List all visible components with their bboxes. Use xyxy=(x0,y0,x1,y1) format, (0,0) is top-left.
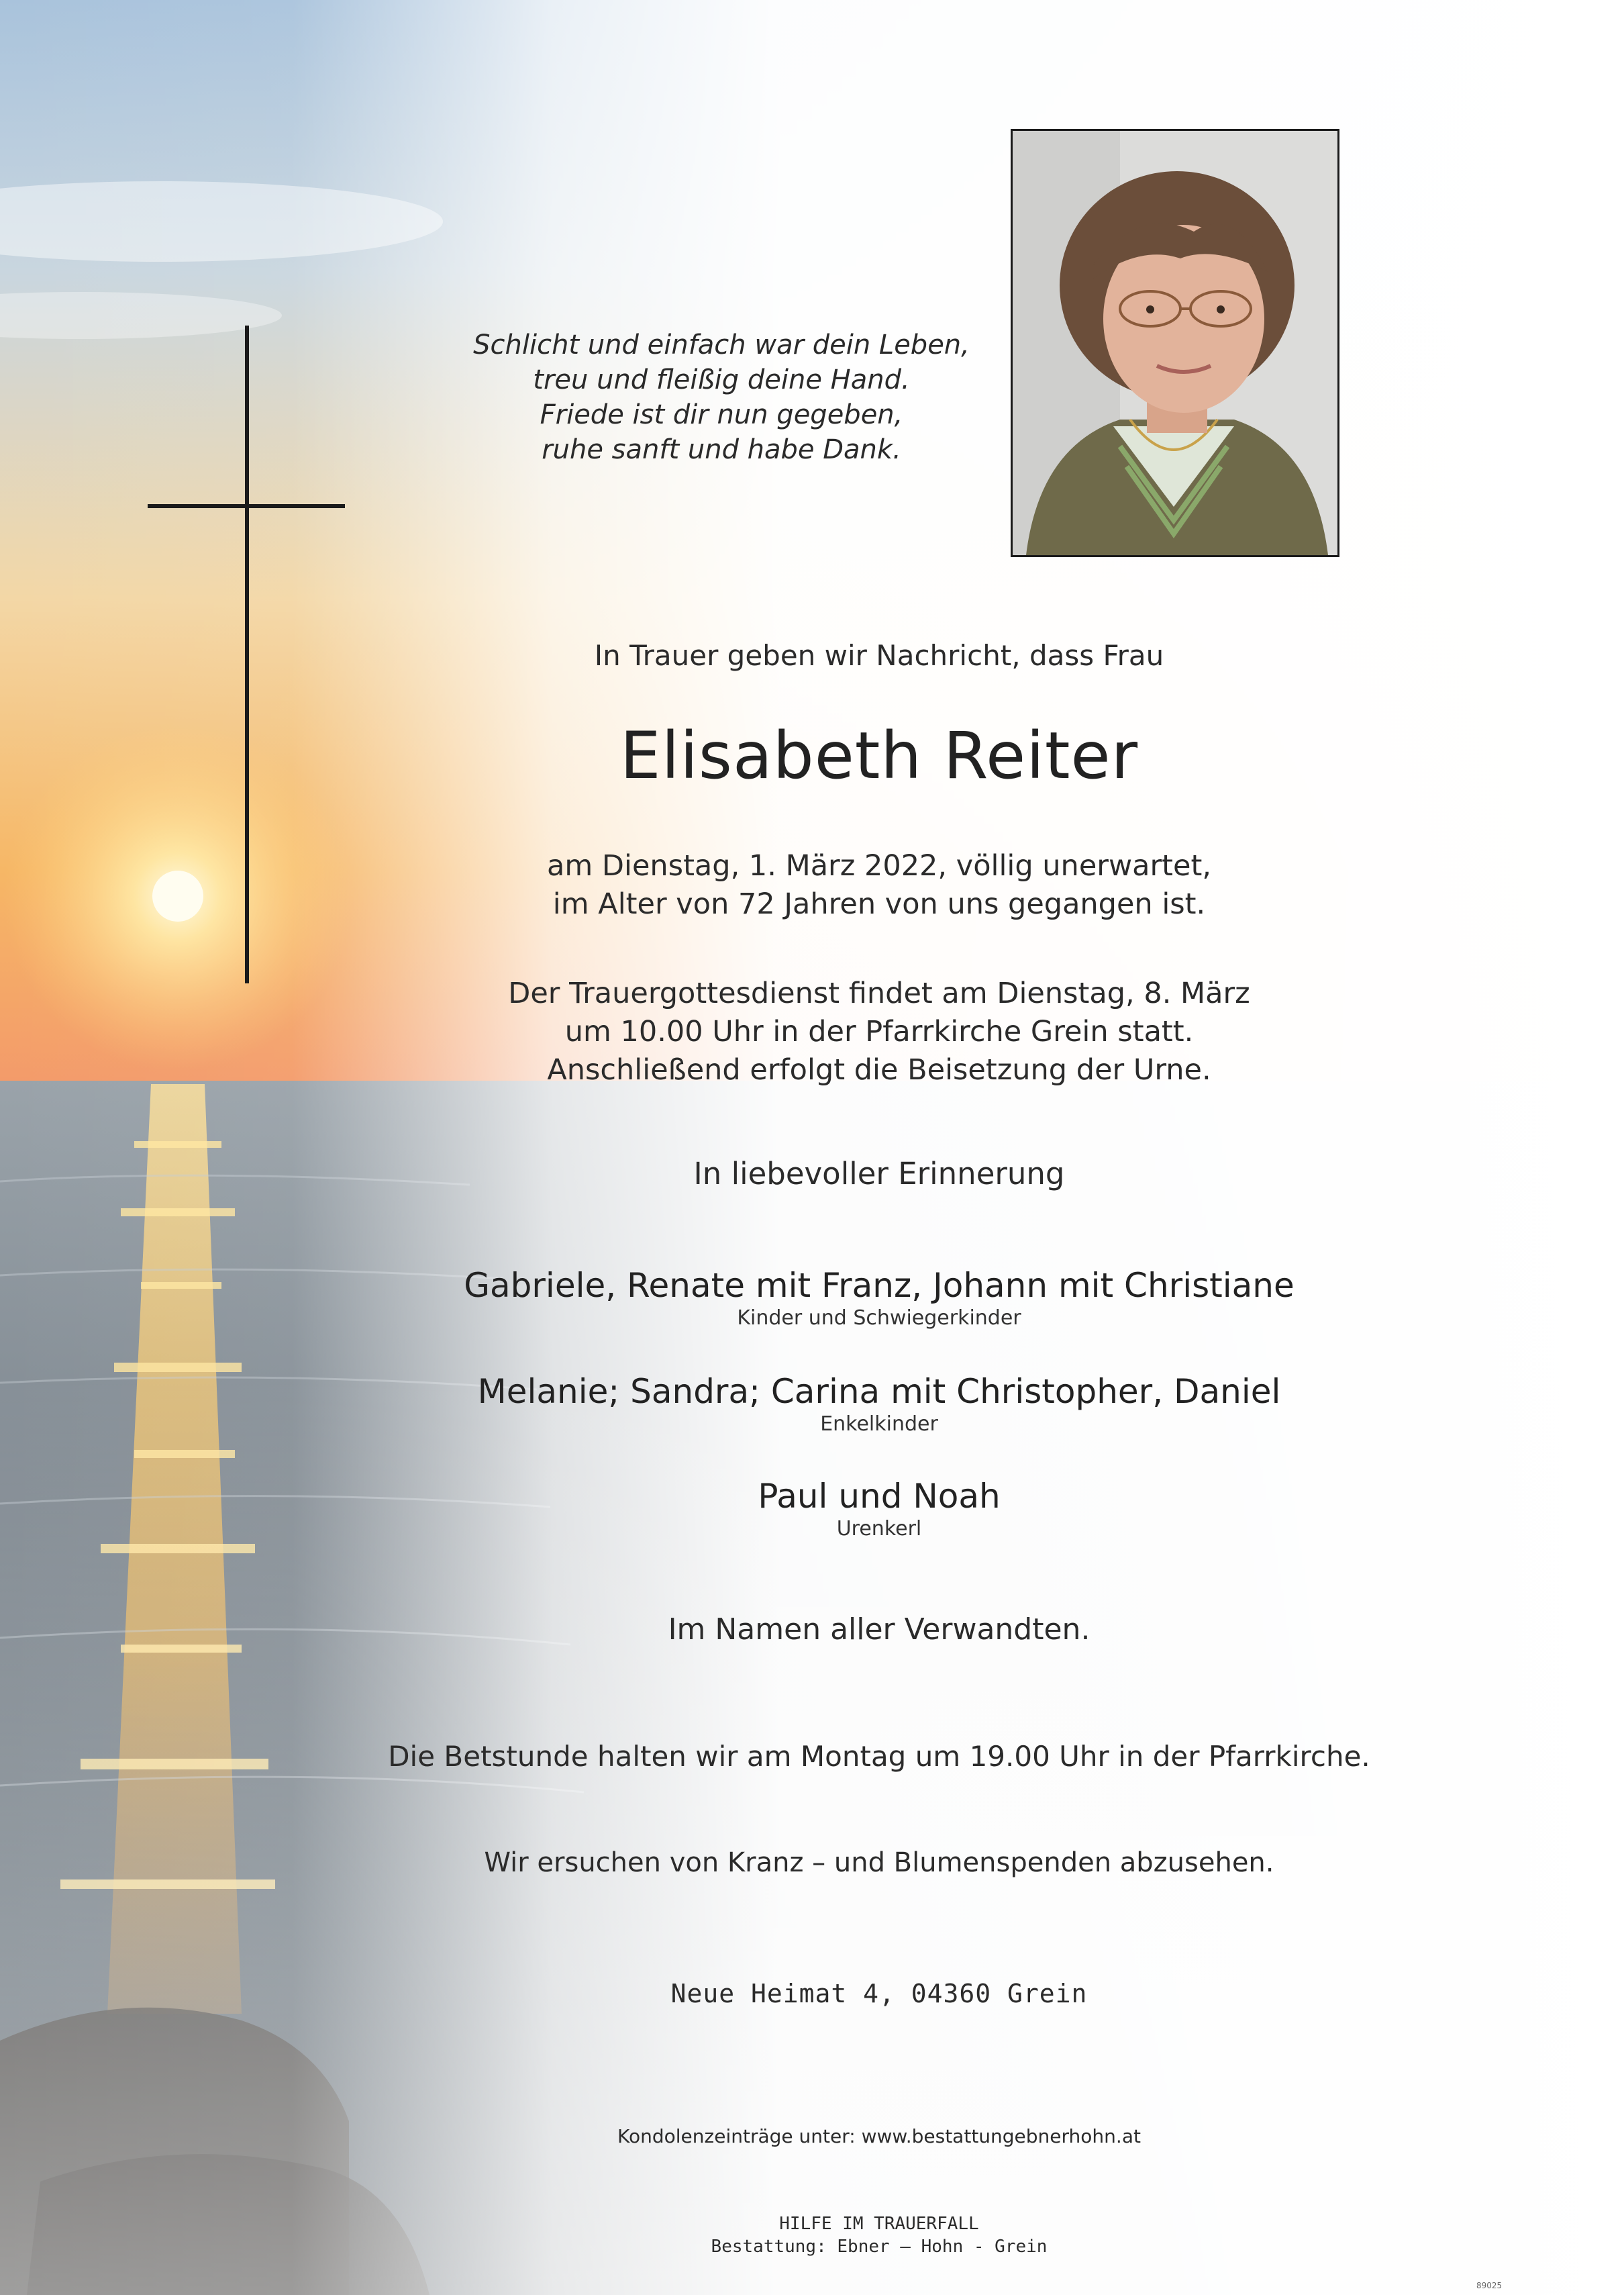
date-line: am Dienstag, 1. März 2022, völlig unerwartet, xyxy=(547,849,1211,883)
memory-heading: In liebevoller Erinnerung xyxy=(693,1156,1065,1191)
portrait-photo xyxy=(1011,129,1339,557)
footer-code: 89025 xyxy=(1476,2281,1503,2290)
service-line: um 10.00 Uhr in der Pfarrkirche Grein statt. xyxy=(564,1015,1194,1048)
funeral-home-name: Bestattung: Ebner – Hohn - Grein xyxy=(711,2237,1048,2257)
service-paragraph xyxy=(376,975,1382,1089)
family-role: Kinder und Schwiegerkinder xyxy=(737,1306,1021,1330)
intro-text: In Trauer geben wir Nachricht, dass Frau xyxy=(594,639,1164,672)
poem-line: Schlicht und einfach war dein Leben, xyxy=(473,330,970,360)
family-group-grandchildren xyxy=(376,1372,1382,1436)
family-names: Paul und Noah xyxy=(758,1477,1001,1516)
family-group-children xyxy=(376,1266,1382,1330)
relatives-line: Im Namen aller Verwandten. xyxy=(668,1612,1090,1647)
family-names: Gabriele, Renate mit Franz, Johann mit Christiane xyxy=(464,1266,1295,1305)
service-line: Anschließend erfolgt die Beisetzung der Urne. xyxy=(547,1053,1211,1087)
deceased-name: Elisabeth Reiter xyxy=(619,718,1139,793)
prayer-hour-note: Die Betstunde halten wir am Montag um 19.00 Uhr in der Pfarrkirche. xyxy=(388,1740,1370,1773)
family-group-great-grandchildren xyxy=(376,1477,1382,1541)
help-title: HILFE IM TRAUERFALL xyxy=(779,2214,979,2234)
cross-icon xyxy=(245,326,249,983)
poem-line: treu und fleißig deine Hand. xyxy=(533,364,910,395)
family-role: Urenkerl xyxy=(836,1517,922,1541)
date-paragraph xyxy=(376,847,1382,924)
flowers-note: Wir ersuchen von Kranz – und Blumenspenden abzusehen. xyxy=(484,1847,1274,1878)
date-line: im Alter von 72 Jahren von uns gegangen ist. xyxy=(552,887,1206,921)
family-role: Enkelkinder xyxy=(820,1412,938,1436)
poem-line: ruhe sanft und habe Dank. xyxy=(542,434,901,465)
service-line: Der Trauergottesdienst findet am Dienstag, 8. März xyxy=(508,977,1250,1010)
poem-line: Friede ist dir nun gegeben, xyxy=(540,399,903,430)
address: Neue Heimat 4, 04360 Grein xyxy=(670,1979,1088,2008)
cross-icon-bar xyxy=(148,504,345,508)
funeral-home-footer xyxy=(376,2212,1382,2258)
family-names: Melanie; Sandra; Carina mit Christopher, Daniel xyxy=(477,1372,1281,1411)
condolence-link[interactable]: Kondolenzeinträge unter: www.bestattungebnerhohn.at xyxy=(617,2125,1141,2147)
poem xyxy=(463,328,980,467)
